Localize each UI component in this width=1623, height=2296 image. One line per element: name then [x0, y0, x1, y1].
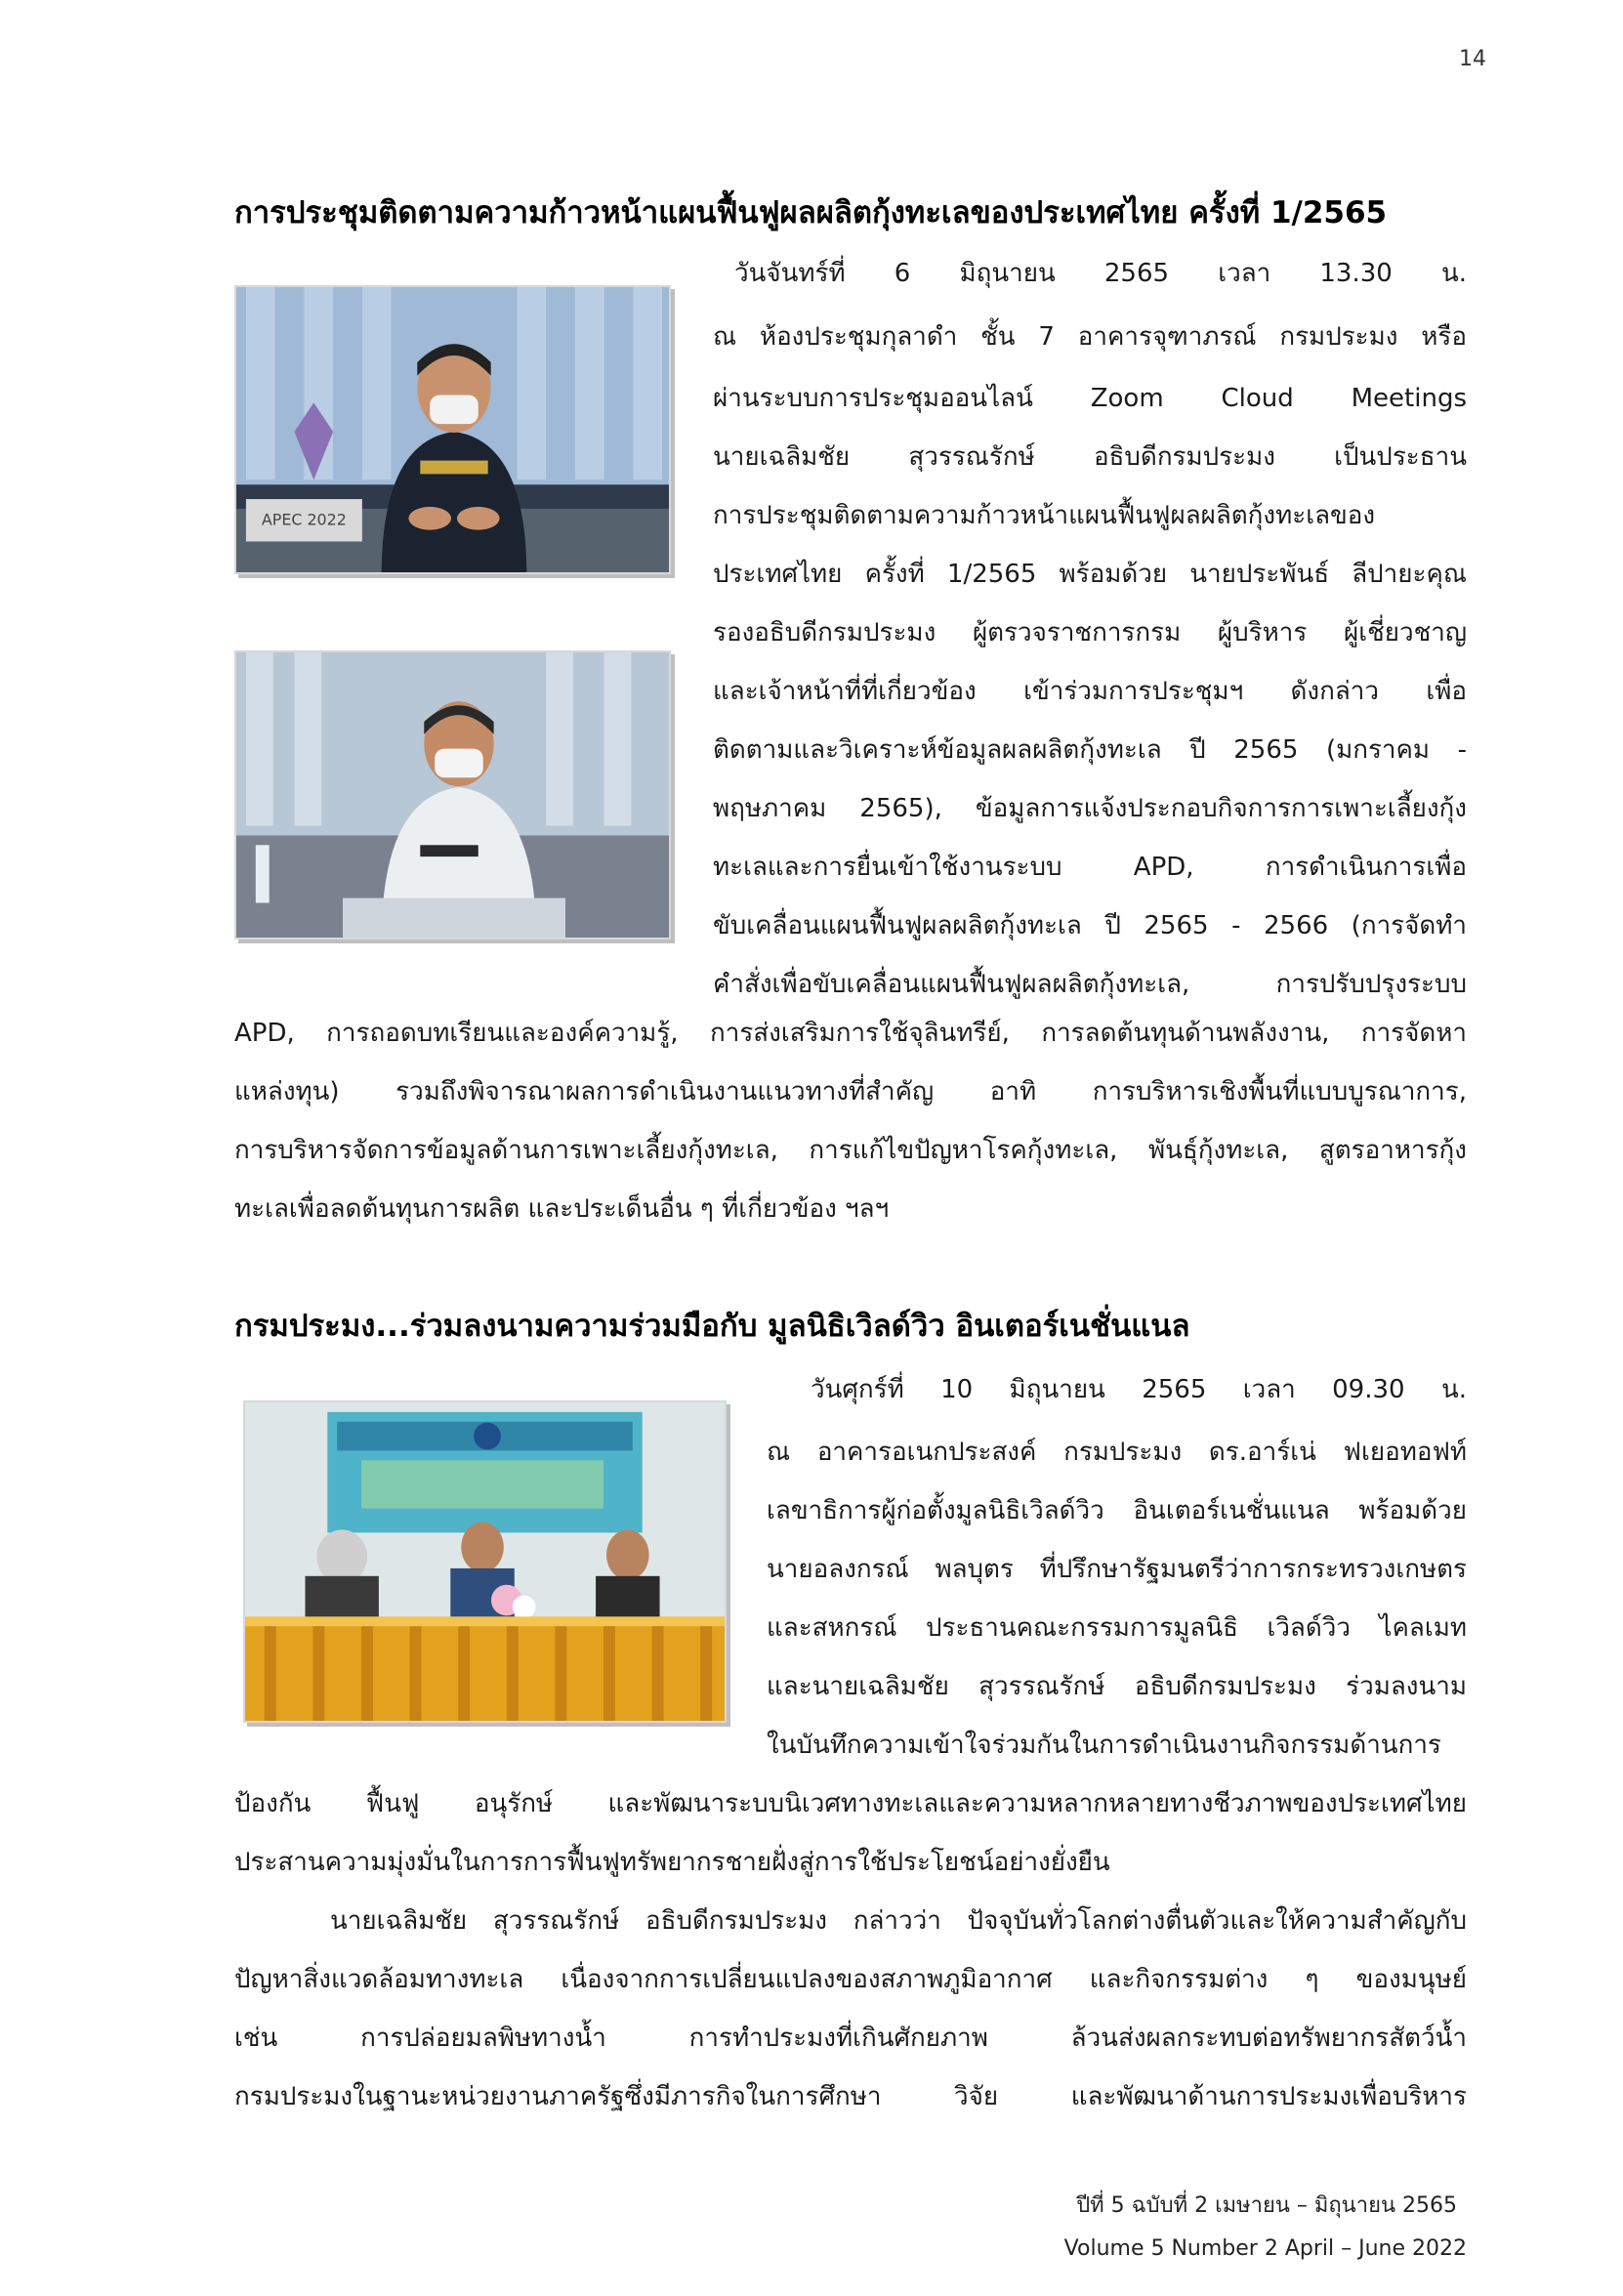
s1-line-12: ขับเคลื่อนแผนฟื้นฟูผลผลิตกุ้งทะเล ปี 2565 - 2566 (การจัดทำ	[713, 911, 1467, 940]
meeting-photo-2	[234, 650, 671, 939]
s2-full-line-2: ประสานความมุ่งมั่นในการการฟื้นฟูทรัพยากรชายฝั่งสู่การใช้ประโยชน์อย่างยั่งยืน	[234, 1848, 1110, 1877]
s2-line-6: และนายเฉลิมชัย สุวรรณรักษ์ อธิบดีกรมประมง ร่วมลงนาม	[767, 1672, 1467, 1701]
s1-line-9: ติดตามและวิเคราะห์ข้อมูลผลผลิตกุ้งทะเล ปี 2565 (มกราคม -	[713, 735, 1467, 765]
s2-line-2: ณ อาคารอเนกประสงค์ กรมประมง ดร.อาร์เน่ ฟเยอทอฟท์	[767, 1438, 1467, 1467]
s1-line-10: พฤษภาคม 2565), ข้อมูลการแจ้งประกอบกิจการการเพาะเลี้ยงกุ้ง	[713, 794, 1467, 823]
s1-line-8: และเจ้าหน้าที่ที่เกี่ยวข้อง เข้าร่วมการประชุมฯ ดังกล่าว เพื่อ	[713, 677, 1467, 706]
s1-line-11: ทะเลและการยื่นเข้าใช้งานระบบ APD, การดำเนินการเพื่อ	[713, 853, 1467, 882]
signing-photo	[243, 1400, 727, 1723]
s1-line-2: ณ ห้องประชุมกุลาดำ ชั้น 7 อาคารจุฑาภรณ์ กรมประมง หรือ	[713, 322, 1467, 352]
s2-line-3: เลขาธิการผู้ก่อตั้งมูลนิธิเวิลด์วิว อินเตอร์เนชั่นแนล พร้อมด้วย	[767, 1496, 1467, 1525]
s1-full-line-3: การบริหารจัดการข้อมูลด้านการเพาะเลี้ยงกุ้งทะเล, การแก้ไขปัญหาโรคกุ้งทะเล, พันธุ์กุ้งทะเล, สูตรอาหารกุ้ง	[234, 1136, 1467, 1165]
s2-line-4: นายอลงกรณ์ พลบุตร ที่ปรึกษารัฐมนตรีว่าการกระทรวงเกษตร	[767, 1555, 1467, 1584]
section2-title: กรมประมง...ร่วมลงนามความร่วมมือกับ มูลนิธิเวิลด์วิว อินเตอร์เนชั่นแนล	[234, 1309, 1190, 1344]
s2-full-line-3: นายเฉลิมชัย สุวรรณรักษ์ อธิบดีกรมประมง กล่าวว่า ปัจจุบันทั่วโลกต่างตื่นตัวและให้ความสำคัญกับ	[330, 1906, 1467, 1936]
s2-line-1: วันศุกร์ที่ 10 มิถุนายน 2565 เวลา 09.30 น.	[811, 1375, 1467, 1404]
s1-full-line-4: ทะเลเพื่อลดต้นทุนการผลิต และประเด็นอื่น ๆ ที่เกี่ยวข้อง ฯลฯ	[234, 1194, 890, 1224]
footer-thai: ปีที่ 5 ฉบับที่ 2 เมษายน – มิถุนายน 2565	[1076, 2193, 1457, 2218]
footer-english: Volume 5 Number 2 April – June 2022	[1063, 2236, 1467, 2261]
s1-line-7: รองอธิบดีกรมประมง ผู้ตรวจราชการกรม ผู้บริหาร ผู้เชี่ยวชาญ	[713, 618, 1467, 647]
s1-line-6: ประเทศไทย ครั้งที่ 1/2565 พร้อมด้วย นายประพันธ์ ลีปายะคุณ	[713, 560, 1467, 589]
s1-full-line-2: แหล่งทุน) รวมถึงพิจารณาผลการดำเนินงานแนวทางที่สำคัญ อาทิ การบริหารเชิงพื้นที่แบบบูรณาการ,	[234, 1077, 1467, 1106]
s1-line-1: วันจันทร์ที่ 6 มิถุนายน 2565 เวลา 13.30 น.	[734, 259, 1467, 288]
s2-full-line-1: ป้องกัน ฟื้นฟู อนุรักษ์ และพัฒนาระบบนิเวศทางทะเลและความหลากหลายทางชีวภาพของประเทศไทย	[234, 1789, 1467, 1818]
meeting-photo-1	[234, 285, 671, 574]
s1-line-13: คำสั่งเพื่อขับเคลื่อนแผนฟื้นฟูผลผลิตกุ้งทะเล, การปรับปรุงระบบ	[713, 970, 1467, 999]
s2-full-line-6: กรมประมงในฐานะหน่วยงานภาครัฐซึ่งมีภารกิจในการศึกษา วิจัย และพัฒนาด้านการประมงเพื่อบริหาร	[234, 2082, 1467, 2111]
s1-full-line-1: APD, การถอดบทเรียนและองค์ความรู้, การส่งเสริมการใช้จุลินทรีย์, การลดต้นทุนด้านพลังงาน, การจัดหา	[234, 1019, 1467, 1048]
section1-title: การประชุมติดตามความก้าวหน้าแผนฟื้นฟูผลผลิตกุ้งทะเลของประเทศไทย ครั้งที่ 1/2565	[234, 195, 1388, 230]
s1-line-3: ผ่านระบบการประชุมออนไลน์ Zoom Cloud Meetings	[713, 384, 1467, 413]
s2-full-line-4: ปัญหาสิ่งแวดล้อมทางทะเล เนื่องจากการเปลี่ยนแปลงของสภาพภูมิอากาศ และกิจกรรมต่าง ๆ ของมนุษย์	[234, 1965, 1467, 1994]
page-number: 14	[1459, 47, 1486, 71]
s1-line-5: การประชุมติดตามความก้าวหน้าแผนฟื้นฟูผลผลิตกุ้งทะเลของ	[713, 501, 1376, 530]
s2-line-7: ในบันทึกความเข้าใจร่วมกันในการดำเนินงานกิจกรรมด้านการ	[767, 1731, 1441, 1760]
s2-line-5: และสหกรณ์ ประธานคณะกรรมการมูลนิธิ เวิลด์วิว ไคลเมท	[767, 1613, 1467, 1643]
s1-line-4: นายเฉลิมชัย สุวรรณรักษ์ อธิบดีกรมประมง เป็นประธาน	[713, 442, 1467, 472]
s2-full-line-5: เช่น การปล่อยมลพิษทางน้ำ การทำประมงที่เกินศักยภาพ ล้วนส่งผลกระทบต่อทรัพยากรสัตว์น้ำ	[234, 2024, 1467, 2053]
apec-sign-text: APEC 2022	[261, 510, 347, 529]
